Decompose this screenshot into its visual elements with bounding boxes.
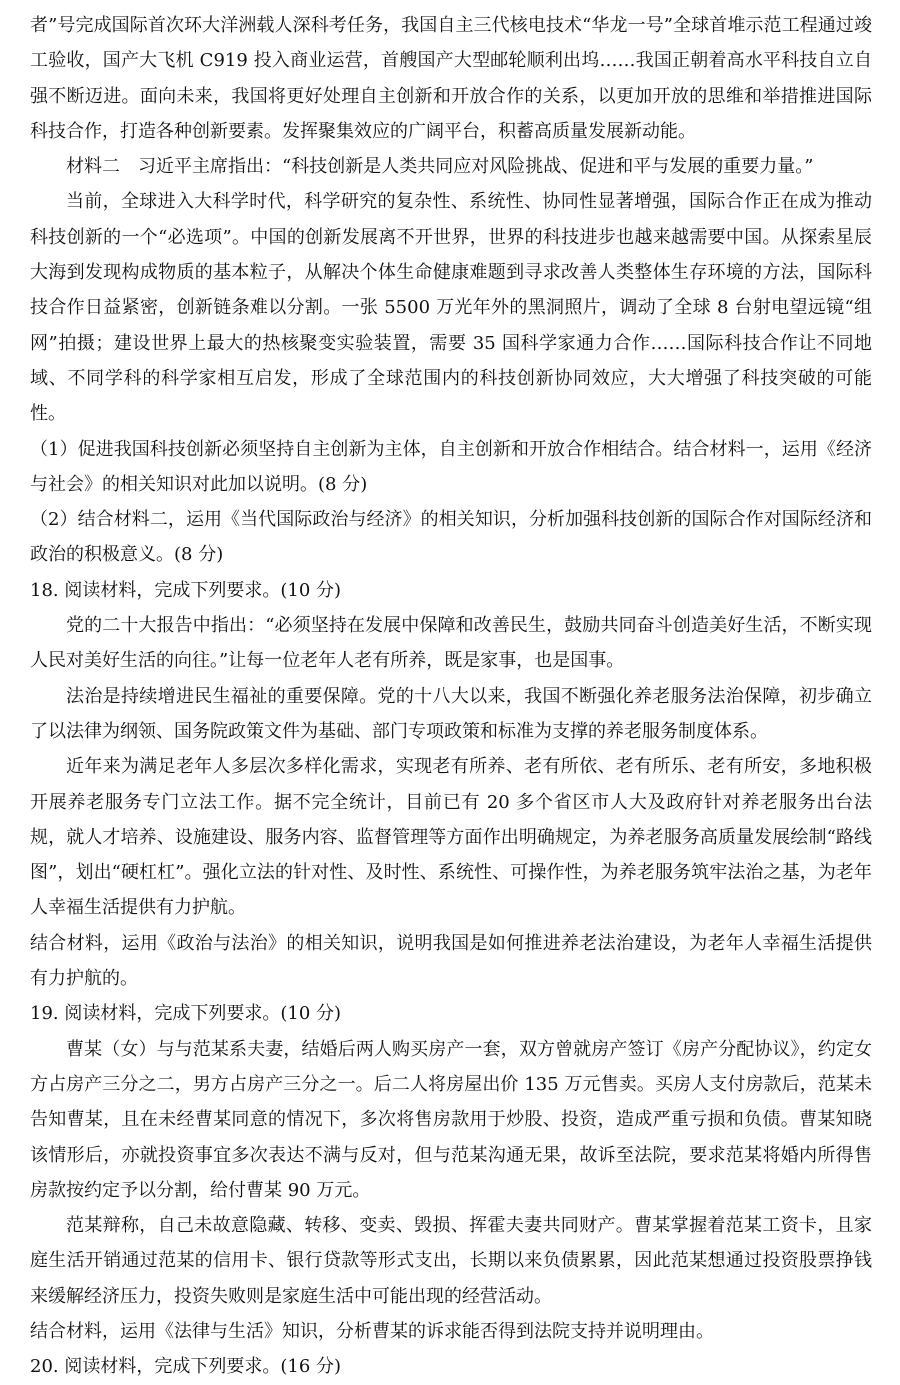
- document-page: [30, 8, 872, 1385]
- question-19-prompt: 结合材料，运用《法律与生活》知识，分析曹某的诉求能否得到法院支持并说明理由。: [30, 1320, 714, 1342]
- question-17-2: （2）结合材料二，运用《当代国际政治与经济》的相关知识，分析加强科技创新的国际合作对国际经济和政治的积极意义。(8 分): [30, 509, 872, 566]
- paragraph-q18-report: 党的二十大报告中指出：“必须坚持在发展中保障和改善民生，鼓励共同奋斗创造美好生活，不断实现人民对美好生活的向往。”让每一位老年人老有所养，既是家事，也是国事。: [30, 615, 872, 672]
- paragraph-q18-rule-of-law: 法治是持续增进民生福祉的重要保障。党的十八大以来，我国不断强化养老服务法治保障，初步确立了以法律为纲领、国务院政策文件为基础、部门专项政策和标准为支撑的养老服务制度体系。: [30, 685, 872, 742]
- question-18-heading: 18. 阅读材料，完成下列要求。(10 分): [30, 579, 342, 601]
- paragraph-material-two-quote: 材料二 习近平主席指出：“科技创新是人类共同应对风险挑战、促进和平与发展的重要力量。”: [66, 156, 814, 178]
- paragraph-material-two-body: 当前，全球进入大科学时代，科学研究的复杂性、系统性、协同性显著增强，国际合作正在成为推动科技创新的一个“必选项”。中国的创新发展离不开世界，世界的科技进步也越来越需要中国。从探索星辰大海到发现构成物质的基本粒子，从解决个体生命健康难题到寻求改善人类整体生存环境的方法，国际科技合作日益紧密，创新链条难以分割。一张 5500 万光年外的黑洞照片，调动了全球 8 台射电望远镜“组网”拍摄；建设世界上最大的热核聚变实验装置，需要 35 国科学家通力合作……国际科技合作让不同地域、不同学科的科学家相互启发，形成了全球范围内的科技创新协同效应，大大增强了科技突破的可能性。: [30, 191, 872, 425]
- paragraph-q19-defense: 范某辩称，自己未故意隐藏、转移、变卖、毁损、挥霍夫妻共同财产。曹某掌握着范某工资卡，且家庭生活开销通过范某的信用卡、银行贷款等形式支出，长期以来负债累累，因此范某想通过投资股票挣钱来缓解经济压力，投资失败则是家庭生活中可能出现的经营活动。: [30, 1215, 872, 1307]
- question-17-1: （1）促进我国科技创新必须坚持自主创新为主体，自主创新和开放合作相结合。结合材料一，运用《经济与社会》的相关知识对此加以说明。(8 分): [30, 438, 872, 495]
- question-20-heading: 20. 阅读材料，完成下列要求。(16 分): [30, 1356, 342, 1378]
- question-18-prompt: 结合材料，运用《政治与法治》的相关知识，说明我国是如何推进养老法治建设，为老年人幸福生活提供有力护航的。: [30, 932, 872, 990]
- question-19-heading: 19. 阅读材料，完成下列要求。(10 分): [30, 1003, 342, 1025]
- paragraph-material-one-end: 者”号完成国际首次环大洋洲载人深科考任务，我国自主三代核电技术“华龙一号”全球首堆示范工程通过竣工验收，国产大飞机 C919 投入商业运营，首艘国产大型邮轮顺利出坞……我国正朝着高水平科技自立自强不断迈进。面向未来，我国将更好处理自主创新和开放合作的关系，以更加开放的思维和举措推进国际科技合作，打造各种创新要素。发挥聚集效应的广阔平台，积蓄高质量发展新动能。: [30, 15, 872, 142]
- paragraph-q18-legislation: 近年来为满足老年人多层次多样化需求，实现老有所养、老有所依、老有所乐、老有所安，多地积极开展养老服务专门立法工作。据不完全统计，目前已有 20 多个省区市人大及政府针对养老服务出台法规，就人才培养、设施建设、服务内容、监督管理等方面作出明确规定，为养老服务高质量发展绘制“路线图”，划出“硬杠杠”。强化立法的针对性、及时性、系统性、可操作性，为养老服务筑牢法治之基，为老年人幸福生活提供有力护航。: [30, 756, 872, 919]
- paragraph-q19-case: 曹某（女）与与范某系夫妻，结婚后两人购买房产一套，双方曾就房产签订《房产分配协议》，约定女方占房产三分之二，男方占房产三分之一。后二人将房屋出价 135 万元售卖。买房人支付房款后，范某未告知曹某，且在未经曹某同意的情况下，多次将售房款用于炒股、投资，造成严重亏损和负债。曹某知晓该情形后，亦就投资事宜多次表达不满与反对，但与范某沟通无果，故诉至法院，要求范某将婚内所得售房款按约定予以分割，给付曹某 90 万元。: [30, 1038, 872, 1201]
